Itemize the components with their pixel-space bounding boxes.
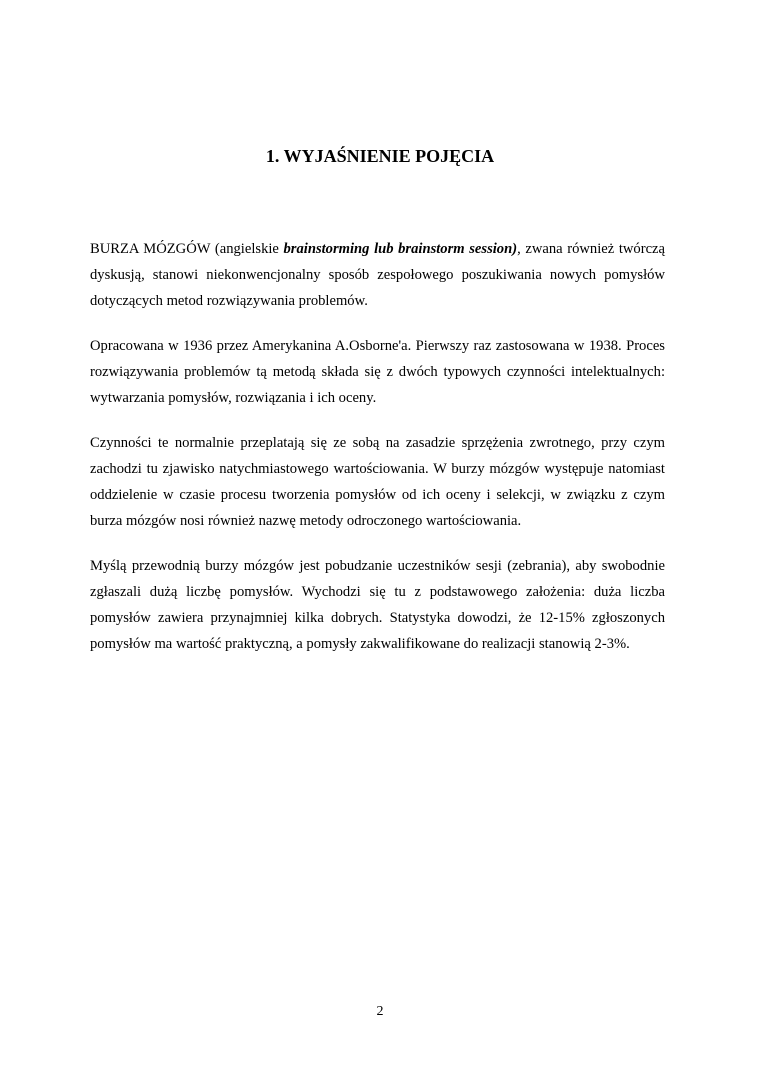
body-text: [90, 236, 665, 657]
paragraph-definition: [90, 236, 665, 314]
paragraph-origin: Opracowana w 1936 przez Amerykanina A.Osborne'a. Pierwszy raz zastosowana w 1938. Proces rozwiązywania problemów tą metodą składa się z dwóch typowych czynności intelektualnych: wytwarzania pomysłów, rozwiązania i ich oceny.: [90, 338, 665, 406]
section-heading: 1. WYJAŚNIENIE POJĘCIA: [265, 146, 495, 166]
paragraph-process: Czynności te normalnie przeplatają się ze sobą na zasadzie sprzężenia zwrotnego, przy czym zachodzi tu zjawisko natychmiastowego wartościowania. W burzy mózgów występuje natomiast oddzielenie w czasie procesu tworzenia pomysłów od ich oceny i selekcji, w związku z czym burza mózgów nosi również nazwę metody odroczonego wartościowania.: [90, 435, 665, 529]
paragraph-main-idea: Myślą przewodnią burzy mózgów jest pobudzanie uczestników sesji (zebrania), aby swobodnie zgłaszali dużą liczbę pomysłów. Wychodzi się tu z podstawowego założenia: duża liczba pomysłów zawiera przynajmniej kilka dobrych. Statystyka dowodzi, że 12-15% zgłoszonych pomysłów ma wartość praktyczną, a pomysły zakwalifikowane do realizacji stanowią 2-3%.: [90, 558, 665, 652]
definition-lead-text: BURZA MÓZGÓW (angielskie: [90, 241, 284, 257]
english-term-emphasis: brainstorming lub brainstorm session): [283, 241, 518, 257]
page-number: 2: [376, 1004, 384, 1019]
definition-rest-text: , zwana również twórczą dyskusją, stanowi niekonwencjonalny sposób zespołowego poszukiwania nowych pomysłów dotyczących metod rozwiązywania problemów.: [90, 241, 665, 309]
